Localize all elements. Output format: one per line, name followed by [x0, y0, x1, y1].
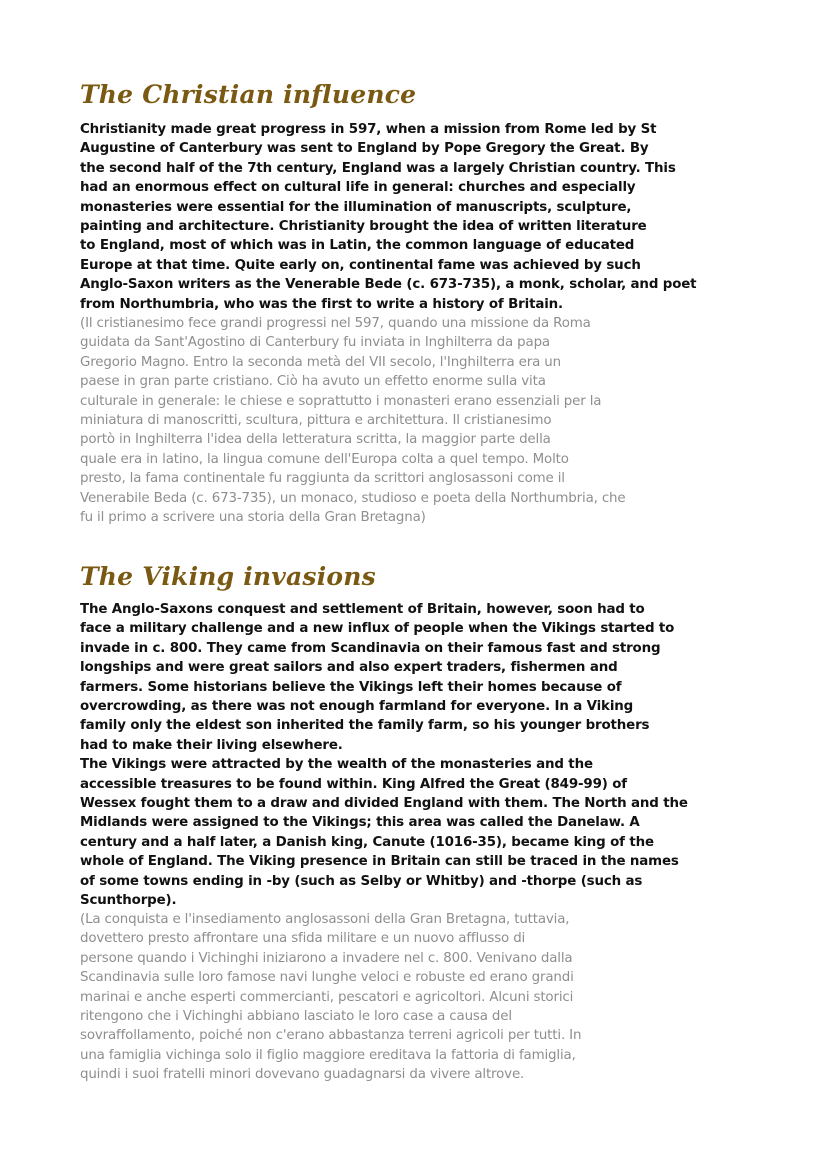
text-line: portò in Inghilterra l'idea della letteratura scritta, la maggior parte della	[80, 432, 551, 448]
text-line: Christianity made great progress in 597, when a mission from Rome led by St	[80, 122, 657, 137]
text-line: dovettero presto affrontare una sfida militare e un nuovo afflusso di	[80, 931, 526, 947]
text-line: The Anglo-Saxons conquest and settlement of Britain, however, soon had to	[80, 602, 645, 617]
text-line: had to make their living elsewhere.	[80, 737, 343, 753]
text-line: face a military challenge and a new influx of people when the Vikings started to	[80, 621, 675, 637]
text-line: overcrowding, as there was not enough farmland for everyone. In a Viking	[80, 699, 634, 715]
text-line: marinai e anche esperti commercianti, pescatori e agricoltori. Alcuni storici	[80, 989, 574, 1005]
text-line: presto, la fama continentale fu raggiunta da scrittori anglosassoni come il	[80, 471, 565, 487]
text-line: family only the eldest son inherited the family farm, so his younger brothers	[80, 718, 650, 734]
italian-paragraph-viking	[80, 910, 760, 1085]
text-line: of some towns ending in -by (such as Selby or Whitby) and -thorpe (such as	[80, 873, 643, 889]
text-line: guidata da Sant'Agostino di Canterbury fu inviata in Inghilterra da papa	[80, 335, 550, 351]
text-line: miniatura di manoscritti, scultura, pittura e architettura. Il cristianesimo	[80, 413, 552, 429]
text-line: Venerabile Beda (c. 673-735), un monaco, studioso e poeta della Northumbria, che	[80, 490, 626, 506]
text-line: longships and were great sailors and also expert traders, fishermen and	[80, 660, 618, 676]
text-line: Augustine of Canterbury was sent to England by Pope Gregory the Great. By	[80, 141, 649, 157]
text-line: to England, most of which was in Latin, the common language of educated	[80, 238, 635, 254]
text-line: fu il primo a scrivere una storia della Gran Bretagna)	[80, 510, 426, 526]
text-line: Wessex fought them to a draw and divided England with them. The North and the	[80, 796, 688, 812]
text-line: invade in c. 800. They came from Scandinavia on their famous fast and strong	[80, 640, 661, 656]
text-line: had an enormous effect on cultural life in general: churches and especially	[80, 180, 636, 196]
text-line: quindi i suoi fratelli minori dovevano guadagnarsi da vivere altrove.	[80, 1067, 525, 1083]
text-line: quale era in latino, la lingua comune dell'Europa colta a quel tempo. Molto	[80, 451, 569, 467]
text-line: ritengono che i Vichinghi abbiano lasciato le loro case a causa del	[80, 1009, 512, 1025]
text-line: from Northumbria, who was the first to write a history of Britain.	[80, 296, 563, 312]
text-line: century and a half later, a Danish king, Canute (1016-35), became king of the	[80, 834, 654, 850]
text-line: farmers. Some historians believe the Vikings left their homes because of	[80, 679, 622, 695]
text-line: accessible treasures to be found within. King Alfred the Great (849-99) of	[80, 776, 627, 792]
text-line: Gregorio Magno. Entro la seconda metà del VII secolo, l'Inghilterra era un	[80, 354, 561, 370]
italian-paragraph-christian	[80, 314, 760, 527]
english-paragraph-christian	[80, 120, 760, 314]
text-line: Midlands were assigned to the Vikings; this area was called the Danelaw. A	[80, 815, 640, 831]
section-heading-viking: The Viking invasions	[80, 562, 376, 591]
text-line: persone quando i Vichinghi iniziarono a invadere nel c. 800. Venivano dalla	[80, 950, 573, 966]
text-line: Scunthorpe).	[80, 893, 177, 909]
text-line: una famiglia vichinga solo il figlio maggiore ereditava la fattoria di famiglia,	[80, 1047, 576, 1063]
text-line: The Vikings were attracted by the wealth of the monasteries and the	[80, 757, 593, 773]
text-line: (Il cristianesimo fece grandi progressi nel 597, quando una missione da Roma	[80, 316, 591, 331]
text-line: whole of England. The Viking presence in Britain can still be traced in the names	[80, 854, 679, 870]
text-line: paese in gran parte cristiano. Ciò ha avuto un effetto enorme sulla vita	[80, 374, 546, 390]
text-line: Scandinavia sulle loro famose navi lunghe veloci e robuste ed erano grandi	[80, 970, 574, 986]
text-line: sovraffollamento, poiché non c'erano abbastanza terreni agricoli per tutti. In	[80, 1028, 582, 1044]
english-paragraph-viking	[80, 600, 760, 911]
text-line: the second half of the 7th century, England was a largely Christian country. This	[80, 160, 676, 176]
text-line: painting and architecture. Christianity brought the idea of written literature	[80, 219, 647, 235]
text-line: Anglo-Saxon writers as the Venerable Bede (c. 673-735), a monk, scholar, and poet	[80, 277, 697, 293]
text-line: Europe at that time. Quite early on, continental fame was achieved by such	[80, 257, 641, 273]
text-line: monasteries were essential for the illumination of manuscripts, sculpture,	[80, 199, 632, 215]
text-line: (La conquista e l'insediamento anglosassoni della Gran Bretagna, tuttavia,	[80, 912, 570, 927]
section-heading-christian: The Christian influence	[80, 80, 417, 109]
text-line: culturale in generale: le chiese e soprattutto i monasteri erano essenziali per la	[80, 393, 602, 409]
